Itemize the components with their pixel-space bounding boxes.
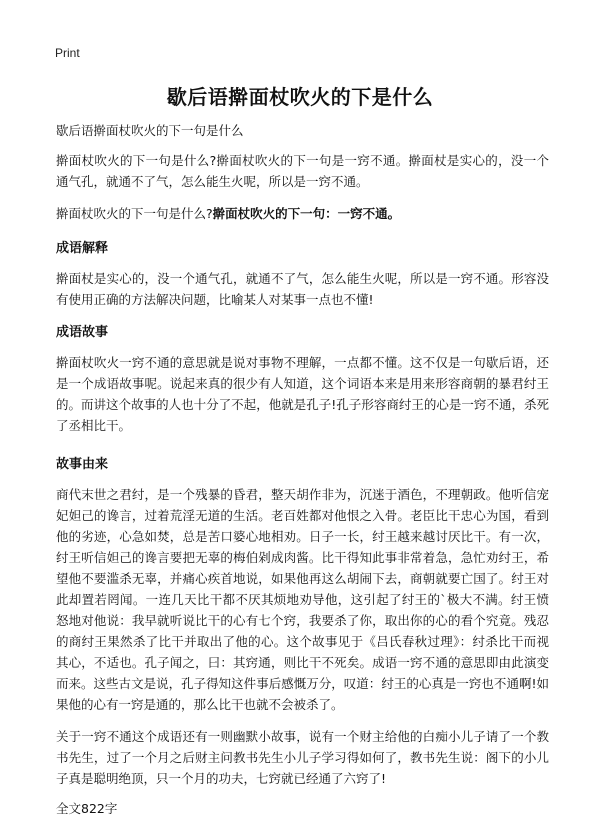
intro-paragraph: 擀面杖吹火的下一句是什么?擀面杖吹火的下一句是一窍不通。擀面杖是实心的，没一个通气孔，就通不了气，怎么能生火呢，所以是一窍不通。 (56, 153, 549, 189)
section-paragraph: 擀面杖吹火一窍不通的意思就是说对事物不理解，一点都不懂。这不仅是一句歇后语，还是一个成语故事呢。说起来真的很少有人知道，这个词语本来是用来形容商朝的暴君纣王的。而讲这个故事的人也十分了不起，他就是孔子!孔子形容商纣王的心是一窍不通，杀死了丞相比干。 (56, 355, 549, 433)
section-paragraph: 商代末世之君纣，是一个残暴的昏君，整天胡作非为，沉迷于酒色，不理朝政。他听信宠妃妲己的谗言，过着荒淫无道的生活。老百姓都对他恨之入骨。老臣比干忠心为国，看到他的劣迹，心急如焚，总是苦口婆心地相劝。日子一长，纣王越来越讨厌比干。有一次，纣王听信妲己的谗言要把无辜的梅伯剁成肉酱。比干得知此事非常着急，急忙劝纣王，希望他不要滥杀无辜，并痛心疾首地说，如果他再这么胡闹下去，商朝就要亡国了。纣王对此却置若罔闻。一连几天比干都不厌其烦地劝导他，这引起了纣王的`极大不满。纣王愤怒地对他说：我早就听说比干的心有七个窍，我要杀了你，取出你的心的看个究竟。残忍的商纣王果然杀了比干并取出了他的心。这个故事见于《吕氏春秋过理》：纣杀比干而视其心，不适也。孔子闻之，曰：其窍通，则比干不死矣。成语一窍不通的意思即由此演变而来。这些古文是说，孔子得知这件事后感慨万分，叹道：纣王的心真是一窍也不通啊!如果他的心有一窍是通的，那么比干也就不会被杀了。 (56, 487, 549, 712)
qa-paragraph (56, 203, 549, 224)
qa-answer: 擀面杖吹火的下一句：一窍不通。 (212, 206, 401, 221)
section-paragraph: 擀面杖是实心的，没一个通气孔，就通不了气，怎么能生火呢，所以是一窍不通。形容没有使用正确的方法解决问题，比喻某人对某事一点也不懂! (56, 271, 549, 307)
section-origin (56, 456, 549, 789)
section-story (56, 324, 549, 436)
page-title: 歇后语擀面杖吹火的下是什么 (166, 85, 434, 109)
print-link[interactable]: Print (55, 46, 80, 60)
word-count: 全文822字 (56, 801, 118, 816)
qa-question: 擀面杖吹火的下一句是什么? (56, 206, 213, 221)
section-heading: 成语解释 (56, 241, 109, 256)
article-body (56, 120, 549, 818)
section-explanation (56, 240, 549, 310)
section-paragraph: 关于一窍不通这个成语还有一则幽默小故事，说有一个财主给他的白痴小儿子请了一个教书先生，过了一个月之后财主问教书先生小儿子学习得如何了，教书先生说：阁下的小儿子真是聪明绝顶，只一个月的功夫，七窍就已经通了六窍了! (56, 729, 549, 786)
article-subtitle: 歇后语擀面杖吹火的下一句是什么 (56, 123, 244, 138)
section-heading: 故事由来 (56, 457, 109, 472)
section-heading: 成语故事 (56, 325, 109, 340)
